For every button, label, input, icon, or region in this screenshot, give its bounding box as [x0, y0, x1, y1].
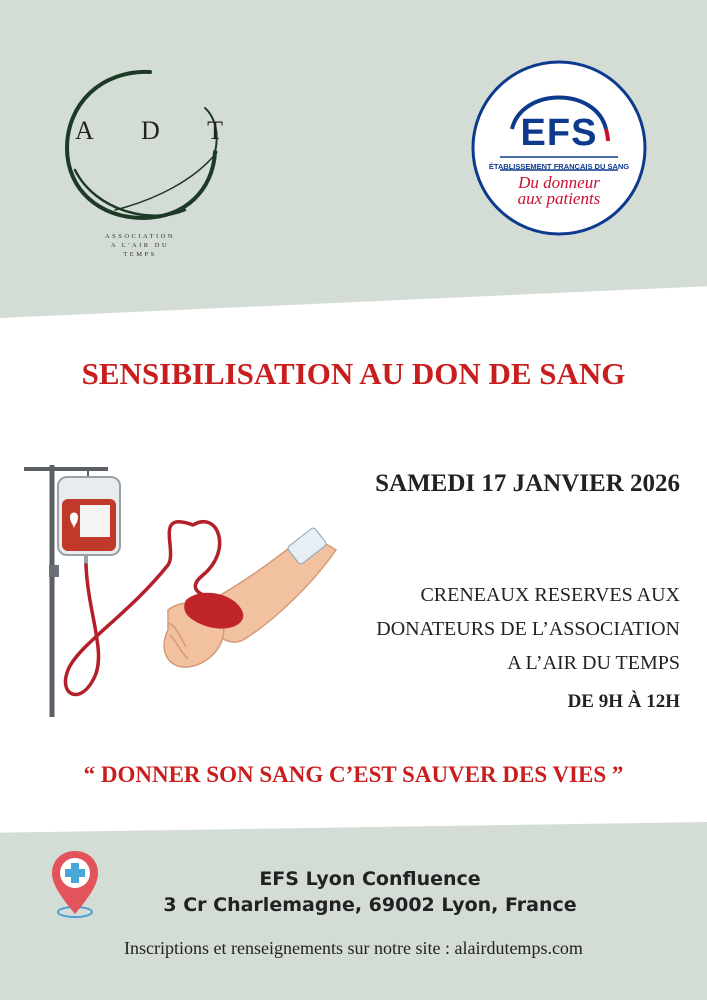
adt-letter-t: T — [207, 116, 225, 145]
adt-subtitle-line: TEMPS — [123, 251, 157, 258]
slots-line: DONATEURS DE L’ASSOCIATION — [376, 618, 680, 640]
slots-line: CRENEAUX RESERVES AUX — [420, 584, 680, 606]
adt-letter-d: D — [141, 116, 162, 145]
venue-name: EFS Lyon Confluence — [259, 868, 481, 890]
slots-text — [240, 578, 680, 680]
location-pin-icon — [48, 848, 102, 920]
efs-acronym: EFS — [520, 112, 598, 154]
blood-bag-icon — [58, 477, 120, 565]
adt-subtitle-line: ASSOCIATION — [104, 233, 176, 240]
adt-letter-a: A — [75, 116, 96, 145]
footer-info: Inscriptions et renseignements sur notre site : alairdutemps.com — [124, 938, 583, 958]
efs-tagline-line: Du donneur — [518, 173, 600, 192]
slots-line: A L’AIR DU TEMPS — [507, 652, 680, 674]
efs-full-name: ÉTABLISSEMENT FRANÇAIS DU SANG — [488, 162, 630, 171]
venue-address: 3 Cr Charlemagne, 69002 Lyon, France — [163, 894, 577, 916]
adt-logo-subtitle — [80, 232, 200, 259]
efs-tagline — [470, 175, 648, 207]
page-title: SENSIBILISATION AU DON DE SANG — [81, 356, 626, 391]
efs-tagline-line: aux patients — [517, 189, 601, 208]
event-hours: DE 9H À 12H — [567, 691, 680, 712]
event-date: SAMEDI 17 JANVIER 2026 — [375, 470, 680, 497]
adt-logo-letters — [75, 116, 225, 146]
venue-block — [120, 866, 620, 918]
adt-subtitle-line: A L'AIR DU — [110, 242, 170, 249]
slogan-quote: “ DONNER SON SANG C’EST SAUVER DES VIES ” — [83, 762, 624, 787]
